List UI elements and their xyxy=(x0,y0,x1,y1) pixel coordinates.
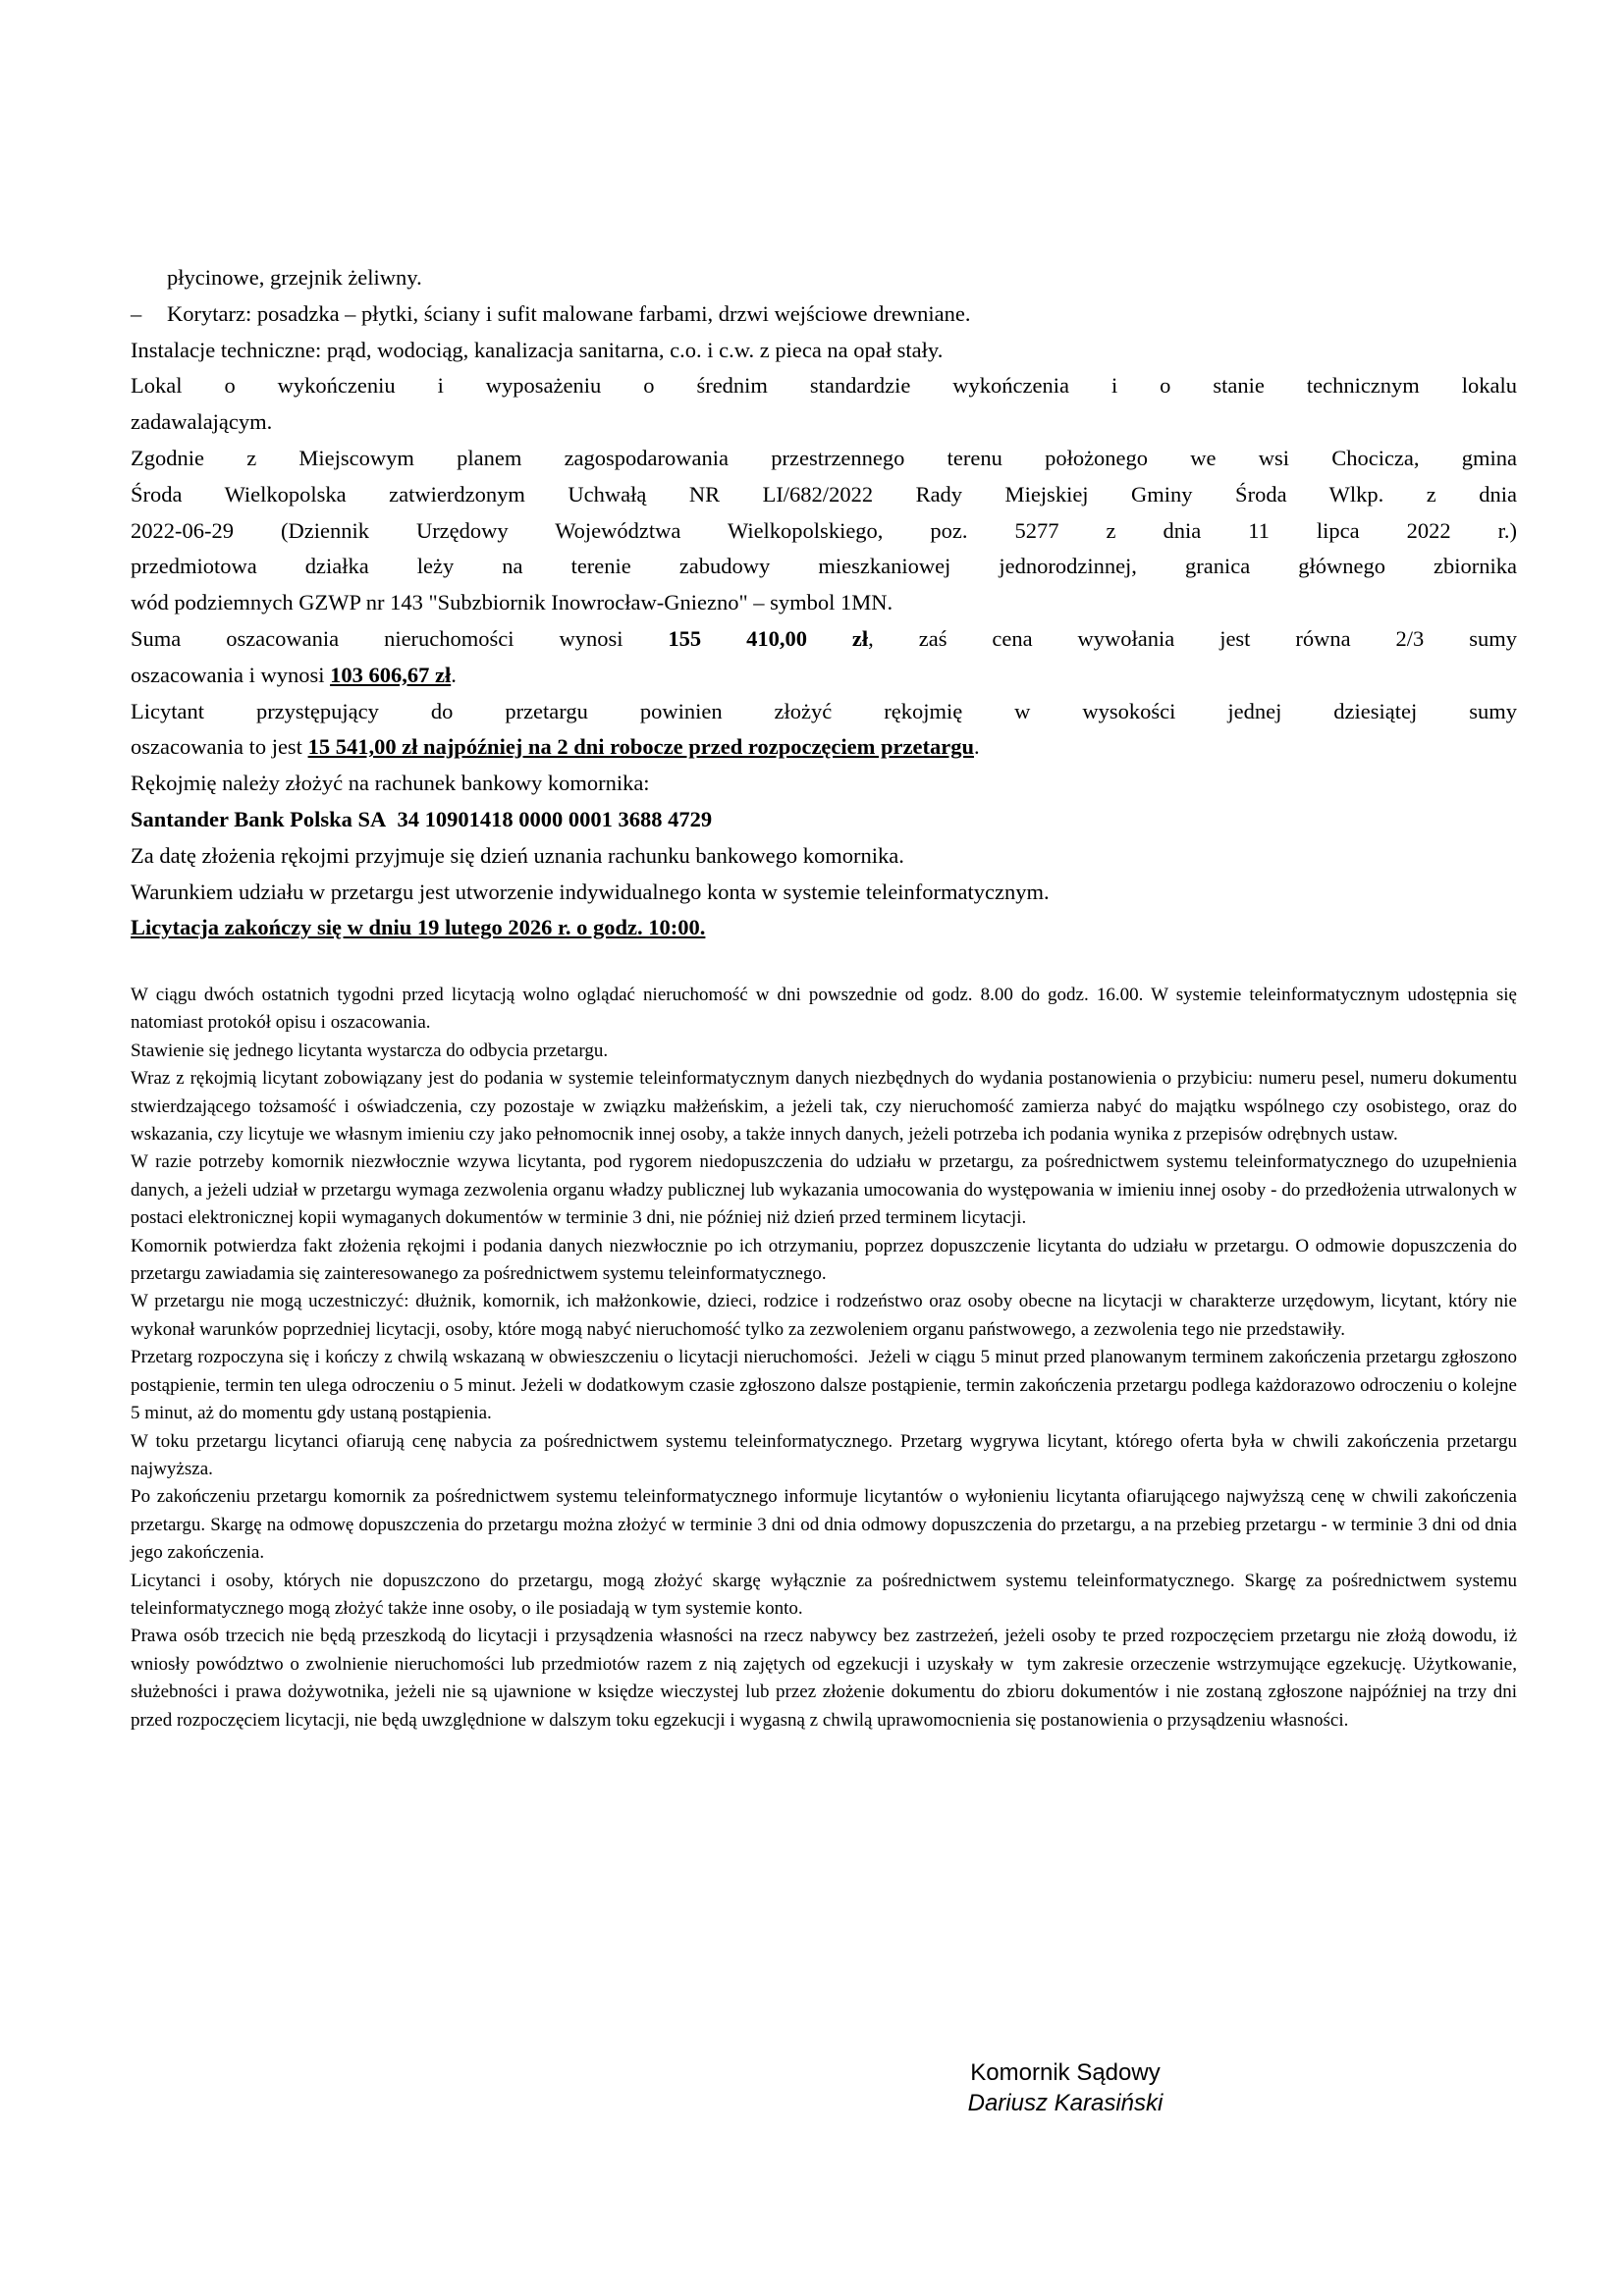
signature-name: Dariusz Karasiński xyxy=(967,2090,1164,2116)
terms-paragraph: W ciągu dwóch ostatnich tygodni przed licytacją wolno oglądać nieruchomość w dni powszednie od godz. 8.00 do godz. 16.00. W systemie teleinformatycznym udostępnia się natomiast protokół opisu i oszacowania. xyxy=(131,985,1517,1034)
text-line xyxy=(131,729,1517,766)
terms-paragraph: Prawa osób trzecich nie będą przeszkodą do licytacji i przysądzenia własności na rzecz nabywcy bez zastrzeżeń, jeżeli osoby te przed rozpoczęciem przetargu nie złożą dowodu, iż wniosły powództwo o zwolnienie nieruchomości lub przedmiotów razem z nią zajętych od egzekucji i uzyskały w tym zakresie orzeczenie wstrzymujące egzekucję. Użytkowanie, służebności i prawa dożywotnika, jeżeli nie są ujawnione w księdze wieczystej lub przez złożenie dokumentu do zbioru dokumentów i nie zostaną zgłoszone najpóźniej na trzy dni przed rozpoczęciem licytacji, nie będą uwzględnione w dalszym toku egzekucji i wygasną z chwilą uprawomocnienia się postanowienia o przysądzeniu własności. xyxy=(131,1626,1517,1731)
text-run: . xyxy=(451,662,457,687)
text-line xyxy=(131,766,1517,802)
text-run: Instalacje techniczne: prąd, wodociąg, kanalizacja sanitarna, c.o. i c.w. z pieca na opał stały. xyxy=(131,337,944,362)
text-run: Za datę złożenia rękojmi przyjmuje się dzień uznania rachunku bankowego komornika. xyxy=(131,842,904,868)
text-run: oszacowania i wynosi xyxy=(131,662,331,687)
text-run: Suma oszacowania nieruchomości wynosi xyxy=(131,625,669,651)
terms-paragraph: Wraz z rękojmią licytant zobowiązany jest do podania w systemie teleinformatycznym danych niezbędnych do wydania postanowienia o przybiciu: numeru pesel, numeru dokumentu stwierdzającego tożsamość i oświadczenia, czy pozostaje w związku małżeńskim, a jeżeli tak, czy nieruchomość zamierza nabyć do majątku wspólnego czy osobistego, oraz do wskazania, czy licytuje we własnym imieniu czy jako pełnomocnik innej osoby, a także innych danych, jeżeli potrzeba ich podania wynika z przepisów odrębnych ustaw. xyxy=(131,1068,1517,1146)
text-line xyxy=(131,585,1517,621)
text-run: oszacowania to jest xyxy=(131,734,308,760)
text-run: Środa Wielkopolska zatwierdzonym Uchwałą NR LI/682/2022 Rady Miejskiej Gminy Środa Wlkp. z dnia xyxy=(131,481,1517,507)
text-line xyxy=(131,549,1517,585)
text-line xyxy=(131,333,1517,369)
text-run: Licytant przystępujący do przetargu powinien złożyć rękojmię w wysokości jednej dziesiątej sumy xyxy=(131,698,1517,723)
text-line xyxy=(131,694,1517,730)
text-run: przedmiotowa działka leży na terenie zabudowy mieszkaniowej jednorodzinnej, granica głównego zbiornika xyxy=(131,554,1517,579)
text-run: zadawalającym. xyxy=(131,409,273,435)
text-line xyxy=(131,838,1517,875)
text-line xyxy=(131,260,1517,296)
text-line xyxy=(131,513,1517,550)
text-run: , zaś cena wywołania jest równa 2/3 sumy xyxy=(868,625,1517,651)
text-run: Korytarz: posadzka – płytki, ściany i sufit malowane farbami, drzwi wejściowe drewniane. xyxy=(167,300,971,326)
opening-price-value: 103 606,67 zł xyxy=(330,662,452,687)
text-line xyxy=(131,368,1517,404)
signature-title: Komornik Sądowy xyxy=(970,2059,1161,2086)
text-line xyxy=(131,621,1517,658)
signature-block xyxy=(918,2057,1213,2118)
text-line xyxy=(131,658,1517,694)
text-run: 2022-06-29 (Dziennik Urzędowy Województwa Wielkopolskiego, poz. 5277 z dnia 11 lipca 2022 r.) xyxy=(131,517,1517,543)
text-run: płycinowe, grzejnik żeliwny. xyxy=(167,265,422,290)
text-run: wód podziemnych GZWP nr 143 "Subzbiornik Inowrocław-Gniezno" – symbol 1MN. xyxy=(131,590,893,615)
text-line xyxy=(131,802,1517,838)
text-line xyxy=(131,441,1517,477)
terms-paragraph: W toku przetargu licytanci ofiarują cenę nabycia za pośrednictwem systemu teleinformatycznego. Przetarg wygrywa licytant, którego oferta była w chwili zakończenia przetargu najwyższa. xyxy=(131,1430,1517,1479)
text-run: . xyxy=(973,734,980,760)
terms-paragraph: Licytanci i osoby, których nie dopuszczono do przetargu, mogą złożyć skargę wyłącznie za pośrednictwem systemu teleinformatycznego. Skargę za pośrednictwem systemu teleinformatycznego mogą złożyć także inne osoby, o ile posiadają w tym systemie konto. xyxy=(131,1570,1517,1619)
terms-paragraph: W razie potrzeby komornik niezwłocznie wzywa licytanta, pod rygorem niedopuszczenia do udziału w przetargu, za pośrednictwem systemu teleinformatycznego do uzupełnienia danych, a jeżeli udział w przetargu wymaga zezwolenia organu władzy publicznej lub wykazania umocowania do występowania w imieniu innej osoby - do przedłożenia utrwalonych w postaci elektronicznej kopii wymaganych dokumentów w terminie 3 dni, nie później niż dzień przed terminem licytacji. xyxy=(131,1151,1517,1229)
text-line xyxy=(131,875,1517,911)
deposit-requirement: 15 541,00 zł najpóźniej na 2 dni robocze przed rozpoczęciem przetargu xyxy=(307,734,974,760)
appraisal-sum-value: 155 410,00 zł xyxy=(668,625,869,651)
text-run: Warunkiem udziału w przetargu jest utworzenie indywidualnego konta w systemie teleinformatycznym. xyxy=(131,879,1050,904)
terms-paragraph: Komornik potwierdza fakt złożenia rękojmi i podania danych niezwłocznie po ich otrzymaniu, poprzez dopuszczenie licytanta do udziału w przetargu. O odmowie dopuszczenia do przetargu zawiadamia się zainteresowanego za pośrednictwem systemu teleinformatycznego. xyxy=(131,1235,1517,1285)
property-details-section xyxy=(131,260,1517,946)
text-run: Zgodnie z Miejscowym planem zagospodarowania przestrzennego terenu położonego we wsi Chocicza, gmina xyxy=(131,445,1517,470)
bank-account-number: Santander Bank Polska SA 34 10901418 0000 0001 3688 4729 xyxy=(131,806,713,831)
text-line xyxy=(131,404,1517,441)
terms-paragraph: Przetarg rozpoczyna się i kończy z chwilą wskazaną w obwieszczeniu o licytacji nieruchomości. Jeżeli w ciągu 5 minut przed planowanym terminem zakończenia przetargu zgłoszono postąpienie, termin ten ulega odroczeniu o 5 minut. Jeżeli w dodatkowym czasie zgłoszono dalsze postąpienie, termin zakończenia przetargu podlega każdorazowo odroczeniu o kolejne 5 minut, aż do momentu gdy ustaną postąpienia. xyxy=(131,1347,1517,1424)
text-line xyxy=(131,910,1517,946)
text-run: Lokal o wykończeniu i wyposażeniu o średnim standardzie wykończenia i o stanie technicznym lokalu xyxy=(131,373,1517,399)
terms-paragraph: Stawienie się jednego licytanta wystarcza do odbycia przetargu. xyxy=(131,1040,609,1061)
text-line xyxy=(131,296,1517,333)
terms-paragraph: Po zakończeniu przetargu komornik za pośrednictwem systemu teleinformatycznego informuje licytantów o wyłonieniu licytanta ofiarującego najwyższą cenę w chwili zakończenia przetargu. Skargę na odmowę dopuszczenia do przetargu można złożyć w terminie 3 dni od dnia odmowy dopuszczenia do przetargu, a na przebieg przetargu - w terminie 3 dni od dnia jego zakończenia. xyxy=(131,1486,1517,1564)
text-run: Rękojmię należy złożyć na rachunek bankowy komornika: xyxy=(131,771,650,796)
terms-paragraph: W przetargu nie mogą uczestniczyć: dłużnik, komornik, ich małżonkowie, dzieci, rodzice i rodzeństwo oraz osoby obecne na licytacji w charakterze urzędowym, licytant, który nie wykonał warunków poprzedniej licytacji, osoby, które mogą nabyć nieruchomość tylko za zezwoleniem organu państwowego, a zezwolenia tego nie przedstawiły. xyxy=(131,1291,1517,1340)
auction-end-datetime: Licytacja zakończy się w dniu 19 lutego 2026 r. o godz. 10:00. xyxy=(131,915,706,940)
dash-marker: – xyxy=(131,300,142,326)
text-line xyxy=(131,477,1517,513)
auction-terms-section xyxy=(131,982,1517,1735)
